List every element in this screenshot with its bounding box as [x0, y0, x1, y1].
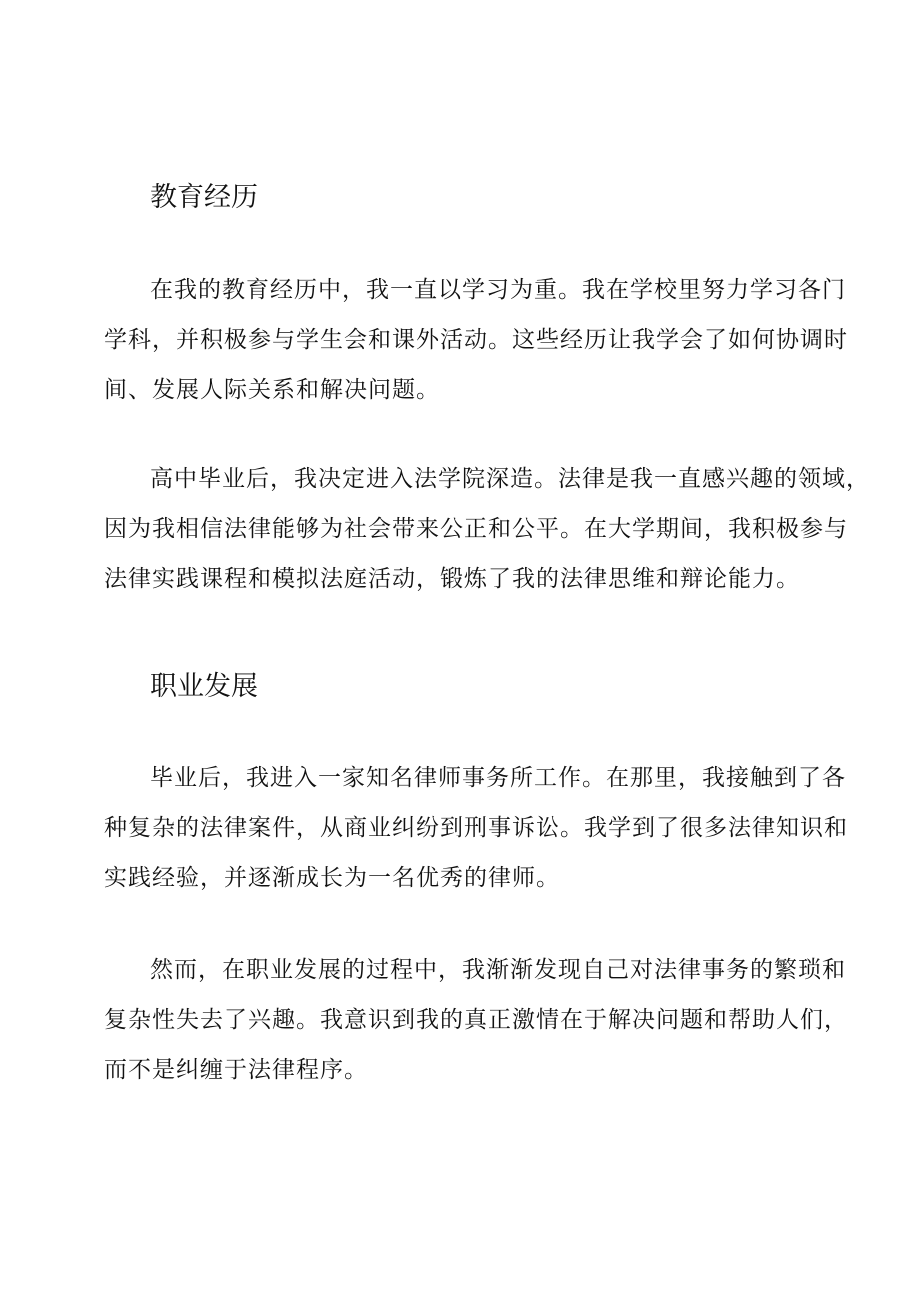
paragraph-line: 高中毕业后，我决定进入法学院深造。法律是我一直感兴趣的领域，	[150, 466, 870, 492]
paragraph-career-1	[104, 753, 848, 903]
paragraph-line: 然而，在职业发展的过程中，我渐渐发现自己对法律事务的繁琐和	[150, 957, 846, 983]
paragraph-line: 毕业后，我进入一家知名律师事务所工作。在那里，我接触到了各	[150, 765, 846, 791]
paragraph-line: 间、发展人际关系和解决问题。	[104, 377, 440, 403]
paragraph-education-1	[104, 265, 848, 415]
paragraph-line: 因为我相信法律能够为社会带来公正和公平。在大学期间，我积极参与	[104, 516, 848, 542]
paragraph-line: 而不是纠缠于法律程序。	[104, 1057, 368, 1083]
paragraph-line: 种复杂的法律案件，从商业纠纷到刑事诉讼。我学到了很多法律知识和	[104, 815, 848, 841]
paragraph-education-2	[104, 454, 870, 604]
paragraph-line: 法律实践课程和模拟法庭活动，锻炼了我的法律思维和辩论能力。	[104, 566, 800, 592]
paragraph-line: 在我的教育经历中，我一直以学习为重。我在学校里努力学习各门	[150, 277, 846, 303]
section-heading-education: 教育经历	[150, 182, 258, 213]
paragraph-line: 实践经验，并逐渐成长为一名优秀的律师。	[104, 865, 560, 891]
section-heading-career: 职业发展	[150, 671, 258, 702]
paragraph-career-2	[104, 945, 848, 1095]
paragraph-line: 复杂性失去了兴趣。我意识到我的真正激情在于解决问题和帮助人们，	[104, 1007, 848, 1033]
paragraph-line: 学科，并积极参与学生会和课外活动。这些经历让我学会了如何协调时	[104, 327, 848, 353]
